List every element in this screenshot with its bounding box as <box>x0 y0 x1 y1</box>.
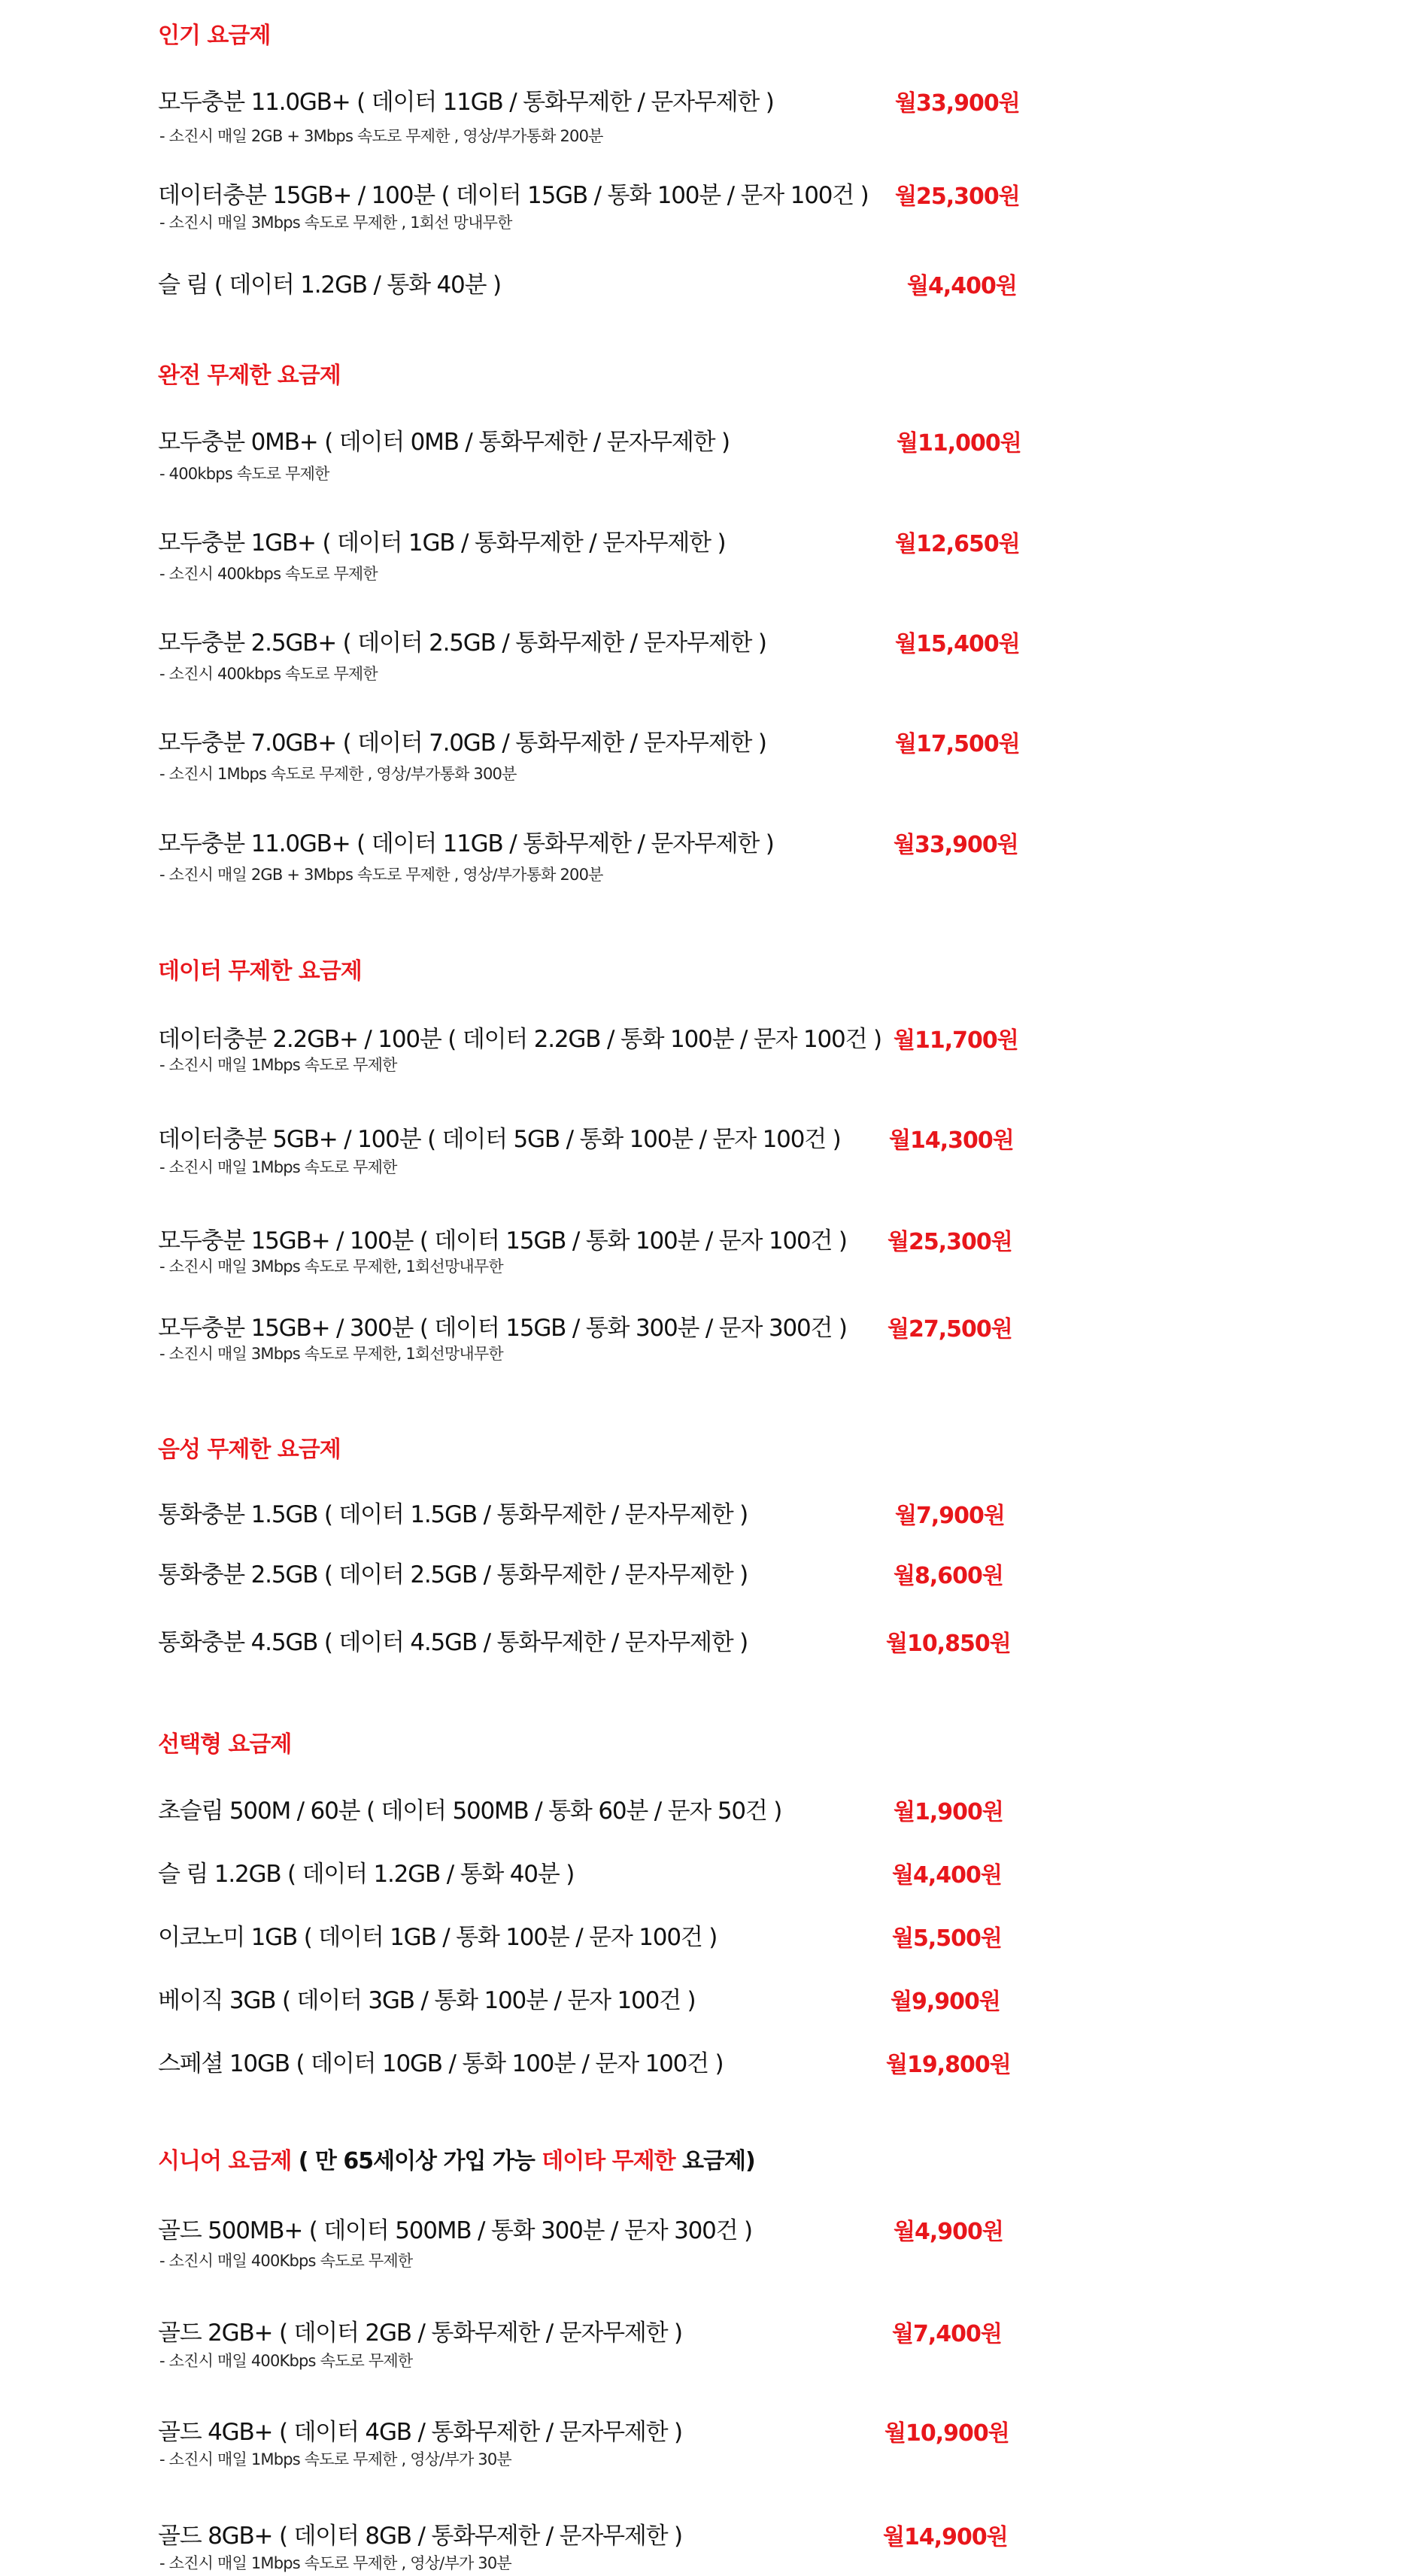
plan-note: - 소진시 매일 3Mbps 속도로 무제한, 1회선망내무한 <box>159 1345 503 1363</box>
plan-name: 스페셜 10GB ( 데이터 10GB / 통화 100분 / 문자 100건 ) <box>158 2050 724 2077</box>
section-title-selectable: 선택형 요금제 <box>158 1731 292 1758</box>
plan-name: 데이터충분 5GB+ / 100분 ( 데이터 5GB / 통화 100분 / 문자 100건 ) <box>158 1126 841 1153</box>
plan-name: 모두충분 11.0GB+ ( 데이터 11GB / 통화무제한 / 문자무제한 ) <box>158 89 774 116</box>
plan-name: 모두충분 0MB+ ( 데이터 0MB / 통화무제한 / 문자무제한 ) <box>158 429 730 456</box>
plan-price: 월4,900원 <box>894 2219 1003 2245</box>
plan-note: - 소진시 매일 1Mbps 속도로 무제한 <box>159 1056 397 1074</box>
senior-title-age-note: ( 만 65세이상 가입 가능 <box>291 2148 542 2174</box>
section-title-senior <box>158 2142 755 2175</box>
plan-price: 월14,900원 <box>883 2524 1008 2550</box>
plan-price: 월19,800원 <box>886 2052 1011 2078</box>
section-title-popular: 인기 요금제 <box>158 23 271 49</box>
plan-name: 슬 림 ( 데이터 1.2GB / 통화 40분 ) <box>158 272 501 299</box>
plan-name: 모두충분 2.5GB+ ( 데이터 2.5GB / 통화무제한 / 문자무제한 ) <box>158 630 766 657</box>
plan-price: 월12,650원 <box>895 531 1020 557</box>
plan-price: 월8,600원 <box>894 1563 1003 1589</box>
senior-title-label: 시니어 요금제 <box>158 2148 292 2174</box>
senior-title-suffix: 요금제) <box>675 2148 755 2174</box>
plan-name: 골드 2GB+ ( 데이터 2GB / 통화무제한 / 문자무제한 ) <box>158 2320 682 2347</box>
plan-price: 월5,500원 <box>892 1925 1002 1952</box>
plan-name: 통화충분 4.5GB ( 데이터 4.5GB / 통화무제한 / 문자무제한 ) <box>158 1629 748 1656</box>
plan-price: 월17,500원 <box>895 731 1020 757</box>
plan-price: 월4,400원 <box>907 273 1017 299</box>
plan-name: 슬 림 1.2GB ( 데이터 1.2GB / 통화 40분 ) <box>158 1861 575 1888</box>
plan-price: 월10,900원 <box>884 2420 1009 2447</box>
plan-price: 월10,850원 <box>886 1631 1011 1657</box>
plan-price: 월1,900원 <box>894 1799 1003 1825</box>
plan-name: 모두충분 7.0GB+ ( 데이터 7.0GB / 통화무제한 / 문자무제한 ) <box>158 730 766 757</box>
plan-note: - 소진시 매일 1Mbps 속도로 무제한 , 영상/부가 30분 <box>159 2450 511 2468</box>
section-title-full-unlimited: 완전 무제한 요금제 <box>158 363 341 389</box>
plan-name: 데이터충분 15GB+ / 100분 ( 데이터 15GB / 통화 100분 / 문자 100건 ) <box>158 182 869 209</box>
plan-price: 월25,300원 <box>887 1229 1012 1255</box>
plan-name: 모두충분 15GB+ / 300분 ( 데이터 15GB / 통화 300분 / 문자 300건 ) <box>158 1315 847 1342</box>
plan-note: - 소진시 매일 400Kbps 속도로 무제한 <box>159 2352 413 2370</box>
plan-price: 월33,900원 <box>894 832 1018 858</box>
plan-name: 초슬림 500M / 60분 ( 데이터 500MB / 통화 60분 / 문자 50건 ) <box>158 1798 782 1825</box>
plan-note: - 400kbps 속도로 무제한 <box>159 465 329 483</box>
section-title-data-unlimited: 데이터 무제한 요금제 <box>158 958 362 985</box>
plan-note: - 소진시 매일 2GB + 3Mbps 속도로 무제한 , 영상/부가통화 200분 <box>159 866 603 884</box>
plan-name: 데이터충분 2.2GB+ / 100분 ( 데이터 2.2GB / 통화 100분 / 문자 100건 ) <box>158 1026 881 1053</box>
plan-price: 월15,400원 <box>895 631 1020 657</box>
section-title-voice-unlimited: 음성 무제한 요금제 <box>158 1437 341 1463</box>
plan-note: - 소진시 400kbps 속도로 무제한 <box>159 565 378 583</box>
plan-note: - 소진시 매일 1Mbps 속도로 무제한 <box>159 1158 397 1176</box>
plan-price: 월25,300원 <box>895 184 1020 210</box>
plan-note: - 소진시 매일 1Mbps 속도로 무제한 , 영상/부가 30분 <box>159 2554 511 2572</box>
plan-price: 월11,000원 <box>897 430 1021 457</box>
plan-note: - 소진시 매일 3Mbps 속도로 무제한, 1회선망내무한 <box>159 1258 503 1276</box>
plan-name: 모두충분 1GB+ ( 데이터 1GB / 통화무제한 / 문자무제한 ) <box>158 529 726 557</box>
plan-note: - 소진시 1Mbps 속도로 무제한 , 영상/부가통화 300분 <box>159 765 517 783</box>
plan-price: 월7,400원 <box>892 2321 1002 2347</box>
plan-price: 월7,900원 <box>895 1503 1005 1529</box>
plan-price: 월4,400원 <box>892 1862 1002 1889</box>
plan-note: - 소진시 400kbps 속도로 무제한 <box>159 665 378 683</box>
plan-price: 월9,900원 <box>890 1989 1000 2015</box>
plan-name: 베이직 3GB ( 데이터 3GB / 통화 100분 / 문자 100건 ) <box>158 1987 696 2014</box>
senior-title-highlight: 데이타 무제한 <box>542 2148 675 2174</box>
plan-note: - 소진시 매일 3Mbps 속도로 무제한 , 1회선 망내무한 <box>159 214 512 232</box>
plan-name: 골드 8GB+ ( 데이터 8GB / 통화무제한 / 문자무제한 ) <box>158 2523 682 2550</box>
plan-name: 통화충분 1.5GB ( 데이터 1.5GB / 통화무제한 / 문자무제한 ) <box>158 1501 748 1528</box>
plan-price: 월14,300원 <box>889 1127 1014 1154</box>
plan-note: - 소진시 매일 400Kbps 속도로 무제한 <box>159 2252 413 2270</box>
plan-name: 골드 500MB+ ( 데이터 500MB / 통화 300분 / 문자 300건 ) <box>158 2217 752 2244</box>
plan-note: - 소진시 매일 2GB + 3Mbps 속도로 무제한 , 영상/부가통화 200분 <box>159 127 603 145</box>
plan-name: 이코노미 1GB ( 데이터 1GB / 통화 100분 / 문자 100건 ) <box>158 1924 718 1951</box>
plan-price: 월11,700원 <box>894 1027 1018 1054</box>
plan-price: 월27,500원 <box>887 1316 1012 1343</box>
plan-name: 통화충분 2.5GB ( 데이터 2.5GB / 통화무제한 / 문자무제한 ) <box>158 1561 748 1588</box>
plan-name: 모두충분 11.0GB+ ( 데이터 11GB / 통화무제한 / 문자무제한 ) <box>158 830 774 857</box>
plan-name: 골드 4GB+ ( 데이터 4GB / 통화무제한 / 문자무제한 ) <box>158 2419 682 2446</box>
plan-price: 월33,900원 <box>895 90 1020 117</box>
plan-name: 모두충분 15GB+ / 100분 ( 데이터 15GB / 통화 100분 / 문자 100건 ) <box>158 1227 847 1255</box>
